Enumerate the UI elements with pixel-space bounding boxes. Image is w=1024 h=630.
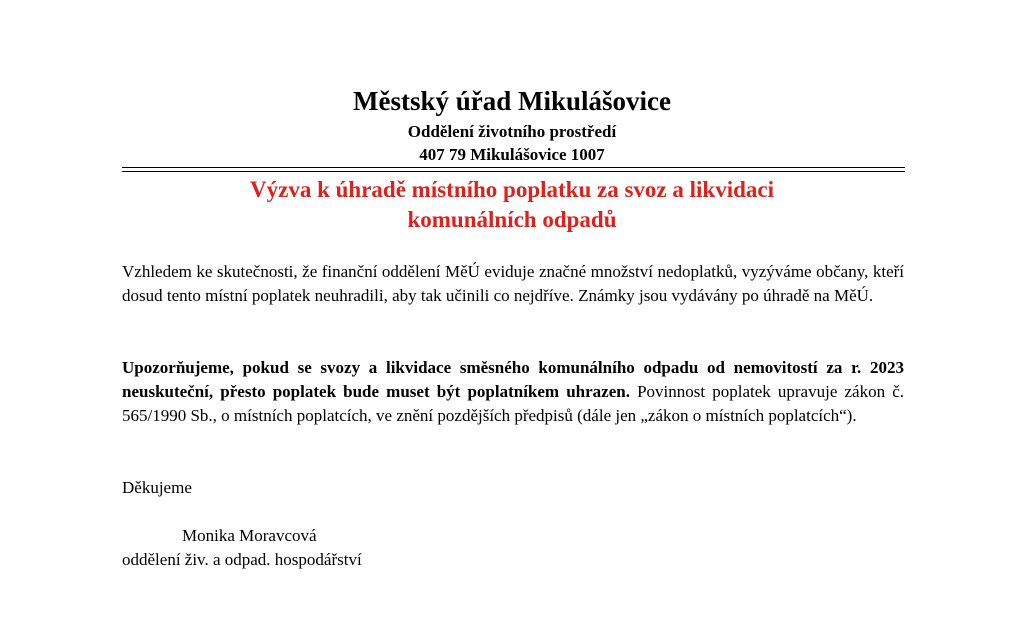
- header-divider-top: [122, 167, 905, 168]
- header-divider-bottom: [122, 171, 905, 172]
- notice-heading-line2: komunálních odpadů: [407, 207, 617, 232]
- signature-department: oddělení živ. a odpad. hospodářství: [122, 550, 362, 569]
- office-address: 407 79 Mikulášovice 1007: [419, 145, 605, 164]
- office-title: Městský úřad Mikulášovice: [352, 86, 671, 116]
- signature-name: Monika Moravcová: [182, 526, 317, 545]
- paragraph-warning: [122, 356, 904, 428]
- paragraph-warning-emphasis: Upozorňujeme, pokud se svozy a likvidace směsného komunálního odpadu od nemovitostí za r. 2023 neuskuteční, přesto poplatek bude muset být poplatníkem uhrazen.: [122, 358, 904, 401]
- closing-thanks: Děkujeme: [122, 478, 192, 497]
- paragraph-warning-law: Povinnost poplatek upravuje zákon č. 565/1990 Sb., o místních poplatcích, ve znění pozdějších předpisů (dále jen „zákon o místních poplatcích“).: [122, 382, 904, 425]
- notice-heading-line1: Výzva k úhradě místního poplatku za svoz a likvidaci: [250, 177, 774, 202]
- department-name: Oddělení životního prostředí: [407, 122, 617, 141]
- notice-heading: [0, 175, 1024, 235]
- paragraph-arrears: Vzhledem ke skutečnosti, že finanční oddělení MěÚ eviduje značné množství nedoplatků, vyzýváme občany, kteří dosud tento místní poplatek neuhradili, aby tak učinili co nejdříve. Známky jsou vydávány po úhradě na MěÚ.: [122, 262, 904, 305]
